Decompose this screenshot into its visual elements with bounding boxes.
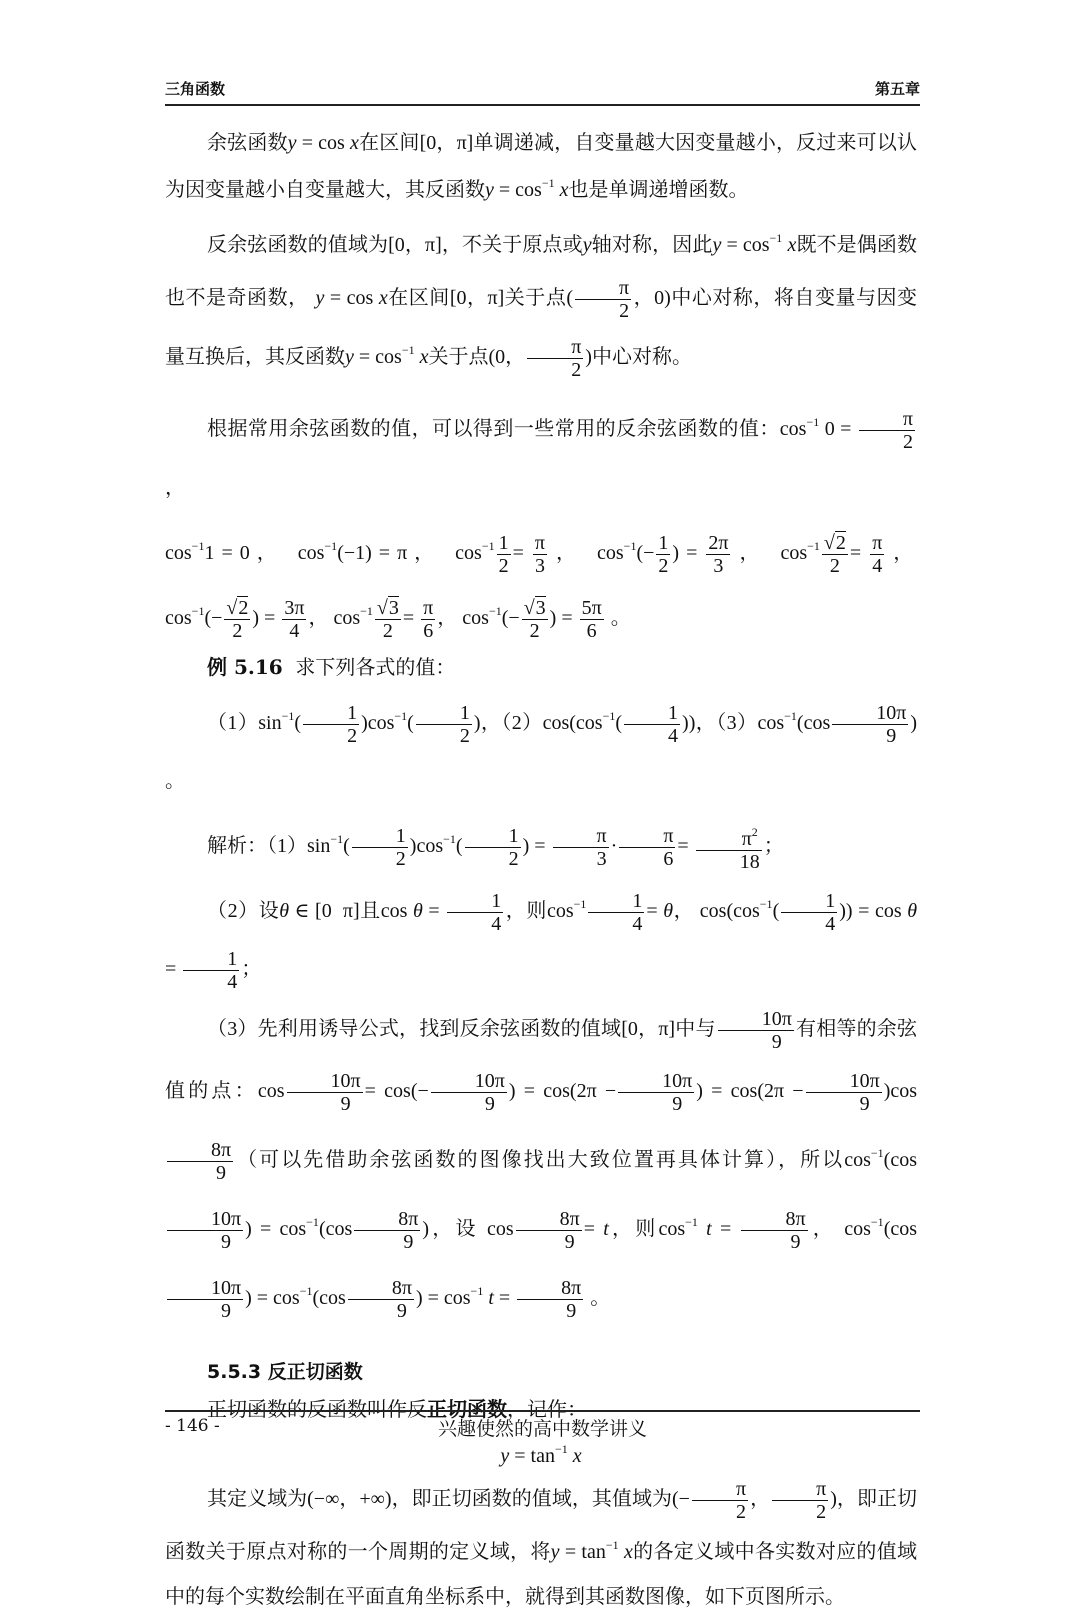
paragraph-common-values: 根据常用余弦函数的值，可以得到一些常用的反余弦函数的值：$\cos^{-1} 0$ = $\frac{\pi}{2}$ ， <box>165 407 914 499</box>
book-title: 兴趣使然的高中数学讲义 <box>437 1418 647 1440</box>
page-footer <box>165 1410 920 1440</box>
example-heading: 例 5.16 求下列各式的值： <box>207 655 456 679</box>
section-title: 5.5.3 反正切函数 <box>207 1361 363 1383</box>
header-chapter-number: 第五章 <box>874 80 920 98</box>
formula-arctan: $y = \tan^{-1} x$ <box>500 1442 582 1467</box>
common-values-row-1: $\cos^{-1}1 = 0$ ， $\cos^{-1}(-1) = \pi$ ， $\cos^{-1}$ $\frac{1}{2}$ = $\frac{\pi}{3}$ ， $\cos^{-1}(-$ $\frac{1}{2}$ ) = $\frac{2\pi}{3}$ ， $\cos^{-1}$ $\frac{√2}{2}$ = $\frac{\pi}{4}$ ， <box>165 531 914 578</box>
paragraph-cos-decreasing: 余弦函数y = cos x在区间[0，π]单调递减，自变量越大因变量越小，反过来可以认为因变量越小自变量越大，其反函数$y = \cos^{-1} x$也是单调递增函数。 <box>165 130 918 201</box>
paragraph-arctan-definition: 正切函数的反函数叫作反正切函数，记作： <box>207 1397 587 1421</box>
example-questions: $(1)\sin^{-1}$( $\frac{1}{2}$ )$\cos^{-1}$( $\frac{1}{2}$ )，$(2)\cos(\cos^{-1}$( $\frac{1}{4}$ ))，$(3)\cos^{-1}(\cos$ $\frac{10\pi}{9}$ ) 。 <box>165 701 918 792</box>
solution-part-1: 解析：$(1)\sin^{-1}$( $\frac{1}{2}$ )$\cos^{-1}$( $\frac{1}{2}$ ) = $\frac{\pi}{3}$ · $\frac{\pi}{6}$ = $\frac{\pi^2}{18}$ ； <box>165 810 917 875</box>
paragraph-arctan-domain: 其定义域为(−∞，+∞)，即正切函数的值域，其值域为(− $\frac{\pi}{2}$ ， $\frac{\pi}{2}$ )，即正切函数关于原点对称的一个周期的定义域，将$y = \tan^{-1} x$的各定义域中各实数对应的值域中的每个实数绘制在平面直角坐标系中，就得到其函数图像，如下页图所示。 <box>165 1477 918 1608</box>
page-number: - 146 - <box>165 1416 220 1436</box>
header-chapter-title: 三角函数 <box>165 80 226 98</box>
solution-part-2: （2）设θ ∈ [0 π]且cos θ = $\frac{1}{4}$ ，则$\cos^{-1}$ $\frac{1}{4}$ = θ， $\cos(\cos^{-1}$( $\frac{1}{4}$ )) = cos θ = $\frac{1}{4}$ ； <box>165 889 918 993</box>
paragraph-arccos-range: 反余弦函数的值域为[0，π]，不关于原点或y轴对称，因此$y = \cos^{-1} x$既不是偶函数也不是奇函数， y = cos x在区间[0，π]关于点( $\frac{\pi}{2}$ ，0)中心对称，将自变量与因变量互换后，其反函数$y = \cos^{-1} x$关于点(0， $\frac{\pi}{2}$ )中心对称。 <box>165 231 918 381</box>
page-header <box>165 78 920 106</box>
common-values-row-2: $\cos^{-1}(-$ $\frac{√2}{2}$ ) = $\frac{3\pi}{4}$ ， $\cos^{-1}$ $\frac{√3}{2}$ = $\frac{\pi}{6}$ ， $\cos^{-1}(-$ $\frac{√3}{2}$ ) = $\frac{5\pi}{6}$ 。 <box>165 596 631 643</box>
solution-part-3: （3）先利用诱导公式，找到反余弦函数的值域[0，π]中与 $\frac{10\pi}{9}$ 有相等的余弦值的点：cos $\frac{10\pi}{9}$ = cos(− $\frac{10\pi}{9}$ ) = cos(2π − $\frac{10\pi}{9}$ ) = cos(2π − $\frac{10\pi}{9}$ )cos $\frac{8\pi}{9}$ （可以先借助余弦函数的图像找出大致位置再具体计算），所以$\cos^{-1}(\cos$ $\frac{10\pi}{9}$ ) = $\cos^{-1}(\cos$ $\frac{8\pi}{9}$ )，设 cos $\frac{8\pi}{9}$ = t，则$\cos^{-1} t$ = $\frac{8\pi}{9}$ ， $\cos^{-1}(\cos$ $\frac{10\pi}{9}$ ) = $\cos^{-1}(\cos$ $\frac{8\pi}{9}$ ) = $\cos^{-1} t$ = $\frac{8\pi}{9}$ 。 <box>165 1007 918 1322</box>
example-label: 例 5.16 <box>207 655 283 679</box>
page-content <box>165 122 917 1618</box>
